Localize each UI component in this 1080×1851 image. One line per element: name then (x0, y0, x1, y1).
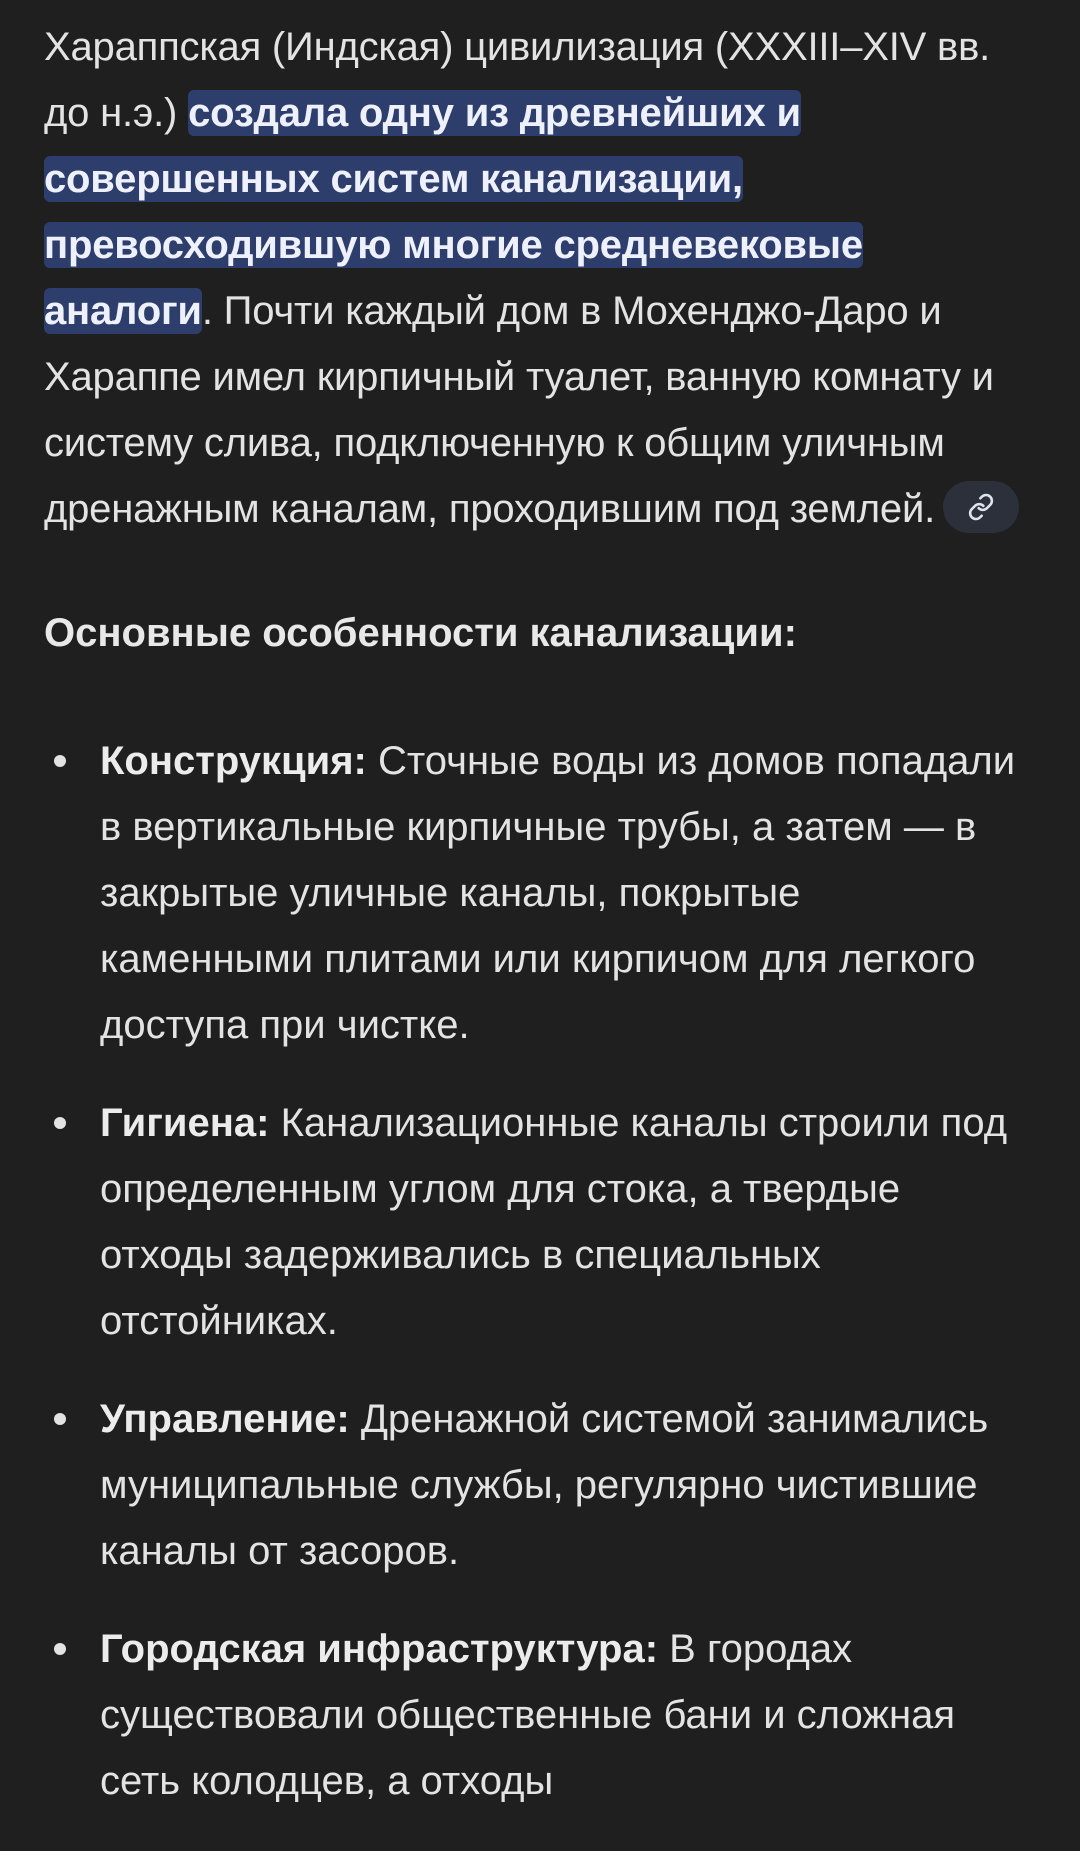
bullet-icon (54, 1643, 66, 1655)
list-item (44, 728, 1024, 1058)
list-item (44, 1386, 1024, 1584)
bullet-icon (54, 1413, 66, 1425)
intro-text-before: Хараппская (Индская) цивилизация (XXXIII–XIV вв. до н.э.) (44, 25, 991, 135)
source-link-chip[interactable] (943, 481, 1019, 533)
feature-text: Дренажной системой занимались муниципальные службы, регулярно чистившие каналы от засоров. (100, 1397, 989, 1573)
response-content (44, 14, 1024, 1846)
section-heading: Основные особенности канализации: (44, 611, 797, 655)
list-item (44, 1090, 1024, 1354)
link-icon (967, 493, 995, 521)
feature-title: Конструкция: (100, 739, 367, 783)
feature-title: Городская инфраструктура: (100, 1627, 659, 1671)
bullet-icon (54, 1117, 66, 1129)
highlighted-text: создала одну из древнейших и совершенных систем канализации, превосходившую многие средневековые аналоги (44, 91, 863, 333)
intro-text-after: . Почти каждый дом в Мохенджо-Даро и Хараппе имел кирпичный туалет, ванную комнату и систему слива, подключенную к общим уличным дренажным каналам, проходившим под землей. (44, 289, 994, 531)
intro-paragraph (44, 14, 1024, 542)
feature-text: Сточные воды из домов попадали в вертикальные кирпичные трубы, а затем — в закрытые уличные каналы, покрытые каменными плитами или кирпичом для легкого доступа при чистке. (100, 739, 1016, 1047)
feature-title: Управление: (100, 1397, 350, 1441)
features-list (44, 728, 1024, 1814)
feature-text: В городах существовали общественные бани и сложная сеть колодцев, а отходы (100, 1627, 956, 1803)
feature-title: Гигиена: (100, 1101, 270, 1145)
list-item (44, 1616, 1024, 1814)
feature-text: Канализационные каналы строили под определенным углом для стока, а твердые отходы задерживались в специальных отстойниках. (100, 1101, 1008, 1343)
bullet-icon (54, 755, 66, 767)
